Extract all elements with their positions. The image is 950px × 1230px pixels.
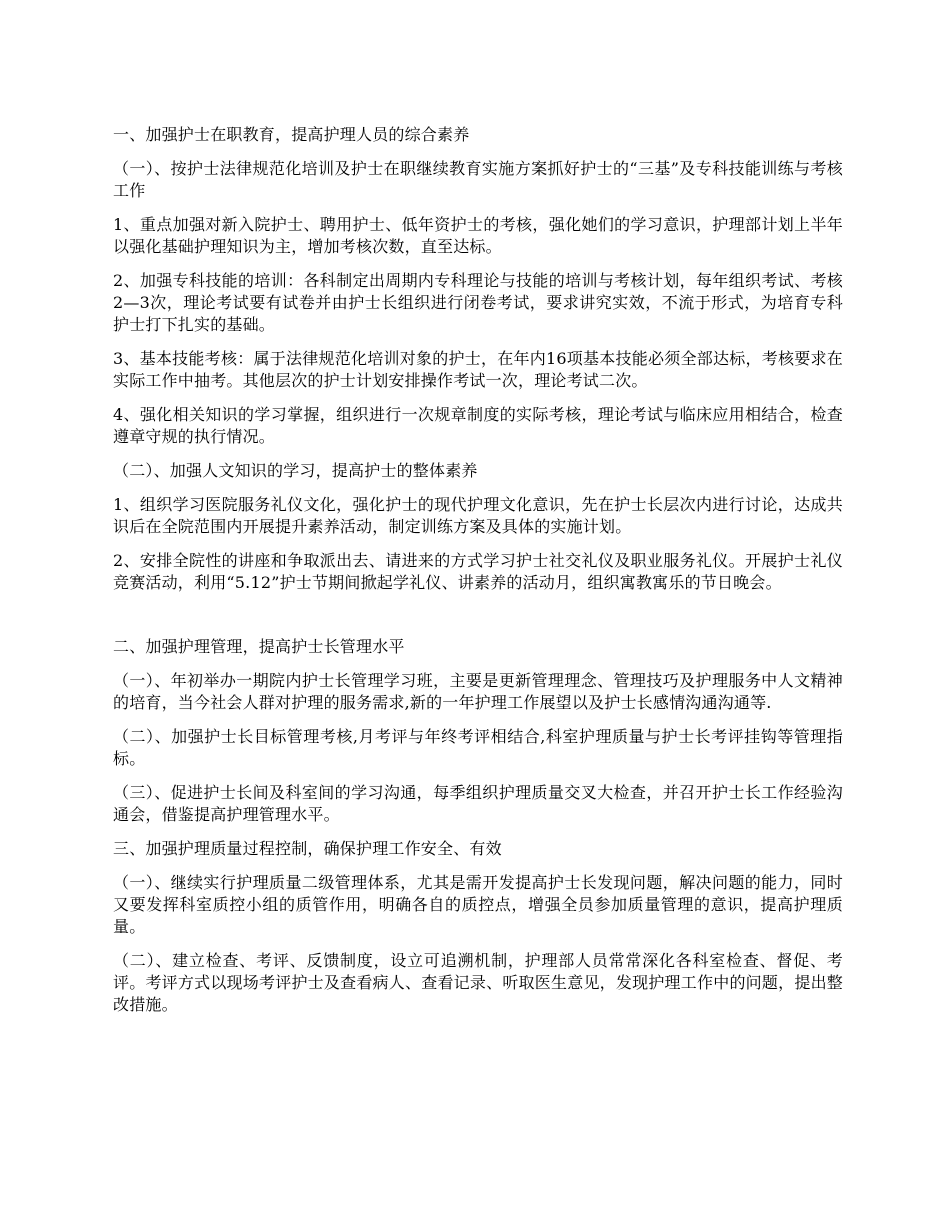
section-1-item-2: 2、加强专科技能的培训：各科制定出周期内专科理论与技能的培训与考核计划，每年组织考试、考核2—3次，理论考试要有试卷并由护士长组织进行闭卷考试，要求讲究实效，不流于形式，为培育专科护士打下扎实的基础。 — [113, 271, 843, 334]
section-3-item-1: （一）、继续实行护理质量二级管理体系，尤其是需开发提高护士长发现问题，解决问题的能力，同时又要发挥科室质控小组的质管作用，明确各自的质控点，增强全员参加质量管理的意识，提高护理质量。 — [113, 873, 843, 936]
section-1-item-4: 4、强化相关知识的学习掌握，组织进行一次规章制度的实际考核，理论考试与临床应用相结合，检查遵章守规的执行情况。 — [113, 405, 843, 446]
section-1-item-1: 1、重点加强对新入院护士、聘用护士、低年资护士的考核，强化她们的学习意识，护理部计划上半年以强化基础护理知识为主，增加考核次数，直至达标。 — [113, 215, 843, 256]
section-3-heading: 三、加强护理质量过程控制，确保护理工作安全、有效 — [113, 839, 502, 858]
section-gap — [113, 606, 843, 636]
section-2-item-2: （二）、加强护士长目标管理考核,月考评与年终考评相结合,科室护理质量与护士长考评挂钩等管理指标。 — [113, 727, 843, 768]
section-2-item-3: （三）、促进护士长间及科室间的学习沟通，每季组织护理质量交叉大检查，并召开护士长工作经验沟通会，借鉴提高护理管理水平。 — [113, 783, 843, 824]
section-1-sub-2-item-2: 2、安排全院性的讲座和争取派出去、请进来的方式学习护士社交礼仪及职业服务礼仪。开展护士礼仪竞赛活动，利用“5.12”护士节期间掀起学礼仪、讲素养的活动月，组织寓教寓乐的节日晚会。 — [113, 551, 843, 592]
section-1-item-3: 3、基本技能考核：属于法律规范化培训对象的护士，在年内16项基本技能必须全部达标，考核要求在实际工作中抽考。其他层次的护士计划安排操作考试一次，理论考试二次。 — [113, 349, 843, 390]
section-3-item-2: （二）、建立检查、考评、反馈制度，设立可追溯机制，护理部人员常常深化各科室检查、督促、考评。考评方式以现场考评护士及查看病人、查看记录、听取医生意见，发现护理工作中的问题，提出整改措施。 — [113, 951, 843, 1014]
section-1-heading: 一、加强护士在职教育，提高护理人员的综合素养 — [113, 125, 470, 144]
section-1-sub-1-heading: （一）、按护士法律规范化培训及护士在职继续教育实施方案抓好护士的“三基”及专科技能训练与考核工作 — [113, 159, 843, 200]
section-2-item-1: （一）、年初举办一期院内护士长管理学习班，主要是更新管理理念、管理技巧及护理服务中人文精神的培育，当今社会人群对护理的服务需求,新的一年护理工作展望以及护士长感情沟通沟通等. — [113, 671, 843, 712]
section-2-heading: 二、加强护理管理，提高护士长管理水平 — [113, 637, 405, 656]
section-1-sub-2-item-1: 1、组织学习医院服务礼仪文化，强化护士的现代护理文化意识，先在护士长层次内进行讨论，达成共识后在全院范围内开展提升素养活动，制定训练方案及具体的实施计划。 — [113, 495, 843, 536]
document-body — [113, 124, 843, 1028]
section-1-sub-2-heading: （二）、加强人文知识的学习，提高护士的整体素养 — [113, 461, 478, 480]
